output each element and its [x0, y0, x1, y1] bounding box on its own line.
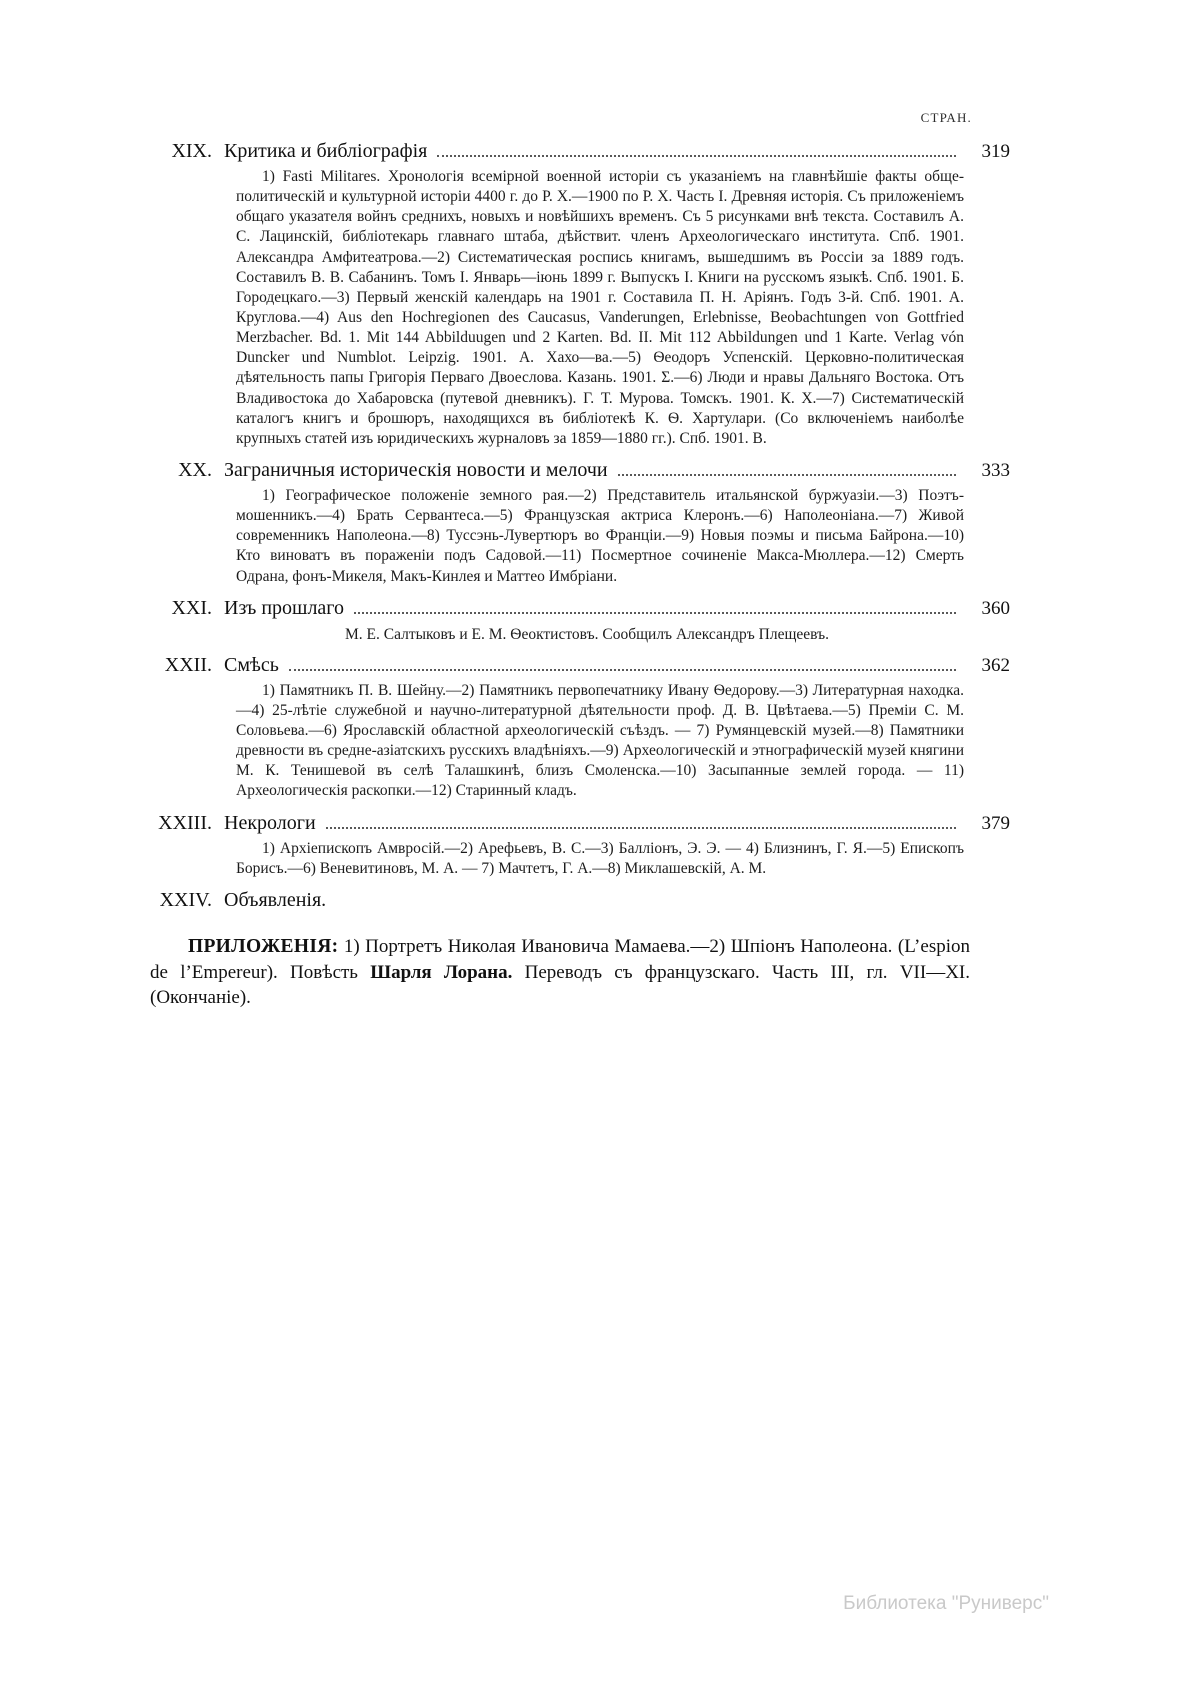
toc-entry-xxi — [150, 597, 1010, 644]
toc-entry-xxiii — [150, 812, 1010, 879]
toc-numeral: XXIV. — [159, 888, 212, 911]
toc-entry-description: 1) Географическое положеніе земного рая.—2) Представитель итальянской буржуазіи.—3) Поэтъ-мошенникъ.—4) Брать Сервантеса.—5) Французская актриса Клеронъ.—6) Наполеоніана.—7) Живой современникъ Наполеона.—8) Туссэнь-Лувертюръ во Франціи.—9) Новыя поэмы и письма Байрона.—10) Кто виноватъ въ пораженіи подъ Садовой.—11) Посмертное сочиненіе Макса-Мюллера.—12) Смерть Одрана, фонъ-Микеля, Макъ-Кинлея и Маттео Имбріани. — [236, 486, 964, 585]
dot-leader — [618, 474, 956, 476]
toc-title: Критика и библіографія — [224, 140, 428, 162]
appendix-author-name: Шарля Лорана. — [370, 961, 513, 983]
toc-page-number: 319 — [981, 141, 1010, 162]
toc-page-number: 333 — [981, 459, 1010, 481]
dot-leader — [289, 669, 956, 671]
toc-entry-xix — [150, 140, 1010, 449]
table-of-contents — [150, 110, 1010, 1011]
toc-entry-line[interactable] — [150, 812, 1010, 835]
toc-title: Смѣсь — [224, 653, 279, 676]
toc-entry-xxiv — [150, 889, 1010, 912]
toc-numeral: XXII. — [164, 653, 212, 676]
appendix-label: ПРИЛОЖЕНІЯ: — [188, 935, 339, 957]
appendix-text-part-1: 1) Портретъ Николая Ивановича Мамаева.—2) Шпіонъ Наполеона. (L’espion de l’Empereur). Повѣсть — [150, 935, 970, 983]
toc-page-number: 360 — [981, 597, 1010, 619]
appendix-text-part-2: Переводъ съ французскаго. Часть III, гл. VII—XI. (Окончаніе). — [150, 961, 970, 1009]
toc-entry-line[interactable] — [150, 140, 1010, 163]
toc-entry-line[interactable] — [150, 459, 1010, 482]
toc-numeral: XX. — [178, 458, 212, 481]
toc-entry-note: М. Е. Салтыковъ и Е. М. Ѳеоктистовъ. Сообщилъ Александръ Плещеевъ. — [344, 625, 829, 643]
toc-title: Объявленія. — [224, 888, 327, 911]
toc-page-number: 362 — [981, 654, 1010, 676]
toc-entry-xx — [150, 459, 1010, 587]
toc-entry-description: 1) Fasti Militares. Хронологія всемірной военной исторіи съ указаніемъ на главнѣйшіе факты обще-политическій и культурной исторіи 4400 г. до Р. X.—1900 по Р. X. Часть I. Древняя исторія. Съ приложеніемъ общаго указателя войнъ среднихъ, новыхъ и новѣйшихъ временъ. Съ 5 рисунками внѣ текста. Составилъ А. С. Лацинскій, библіотекарь главнаго штаба, дѣйствит. членъ Археологическаго института. Спб. 1901. Александра Амфитеатрова.—2) Систематическая роспись книгамъ, вышедшимъ въ Россіи за 1889 годъ. Составилъ В. В. Сабанинъ. Томъ I. Январь—іюнь 1899 г. Выпускъ I. Книги на русскомъ языкѣ. Спб. 1901. Б. Городецкаго.—3) Первый женскій календарь на 1901 г. Составила П. Н. Аріянъ. Годъ 3-й. Спб. 1901. А. Кругловa.—4) Aus den Hochregionen des Caucasus, Vanderungen, Erlebnisse, Beobachtungen von Gottfried Merzbacher. Bd. 1. Mit 144 Abbilduugen und 2 Karten. Bd. II. Mit 112 Abbildungen und 1 Karte. Verlag vón Duncker und Numblot. Leipzig. 1901. А. Хахо—ва.—5) Ѳеодоръ Успенскій. Церковно-политическая дѣятельность папы Григорія Перваго Двоеслова. Казань. 1901. Σ.—6) Люди и нравы Дальняго Востока. Отъ Владивостока до Хабаровска (путевой дневникъ). Г. Т. Мурова. Томскъ. 1901. К. X.—7) Систематическій каталогъ книгъ и брошюръ, находящихся въ библіотекѣ К. Ѳ. Хартулари. (Со включеніемъ наиболѣе крупныхъ статей изъ юридическихъ журналовъ за 1859—1880 гг.). Спб. 1901. В. — [236, 168, 964, 447]
dot-leader — [326, 827, 956, 829]
dot-leader — [437, 155, 956, 157]
toc-entry-line[interactable] — [150, 654, 1010, 677]
toc-entry-line[interactable] — [150, 889, 1010, 912]
toc-entry-description: 1) Архіепископъ Амвросій.—2) Арефьевъ, В. С.—3) Балліонъ, Э. Э. — 4) Близнинъ, Г. Я.—5) Епископъ Борисъ.—6) Веневитиновъ, М. А. — 7) Мачтетъ, Г. А.—8) Миклашевскій, А. М. — [236, 839, 964, 877]
toc-numeral: XXI. — [171, 596, 212, 619]
dot-leader — [354, 612, 956, 614]
toc-entry-line[interactable] — [150, 597, 1010, 620]
toc-page-number: 379 — [981, 812, 1010, 834]
toc-title: Некрологи — [224, 811, 316, 834]
library-watermark: Библиотека "Руниверс" — [843, 1593, 1049, 1614]
appendix-paragraph — [150, 934, 1010, 1011]
toc-title: Заграничныя историческія новости и мелочи — [224, 458, 608, 481]
toc-numeral: XXIII. — [158, 811, 212, 834]
toc-entry-xxii — [150, 654, 1010, 802]
toc-numeral: XIX. — [171, 140, 212, 162]
toc-entry-description: 1) Памятникъ П. В. Шейну.—2) Памятникъ первопечатнику Ивану Ѳедорову.—3) Литературная находка.—4) 25-лѣтіе служебной и научно-литературной дѣятельности проф. Д. В. Цвѣтаева.—5) Преміи С. М. Соловьева.—6) Ярославскій областной археологическій съѣздъ. — 7) Румянцевскій музей.—8) Памятники древности въ средне-азіатскихъ русскихъ владѣніяхъ.—9) Археологическій и этнографическій музей княгини М. К. Тенишевой въ селѣ Талашкинѣ, близъ Смоленска.—10) Засыпанные землей города. — 11) Археологическія раскопки.—12) Старинный кладъ. — [236, 681, 964, 800]
toc-title: Изъ прошлаго — [224, 596, 345, 619]
column-header-pages: СТРАН. — [920, 110, 972, 125]
